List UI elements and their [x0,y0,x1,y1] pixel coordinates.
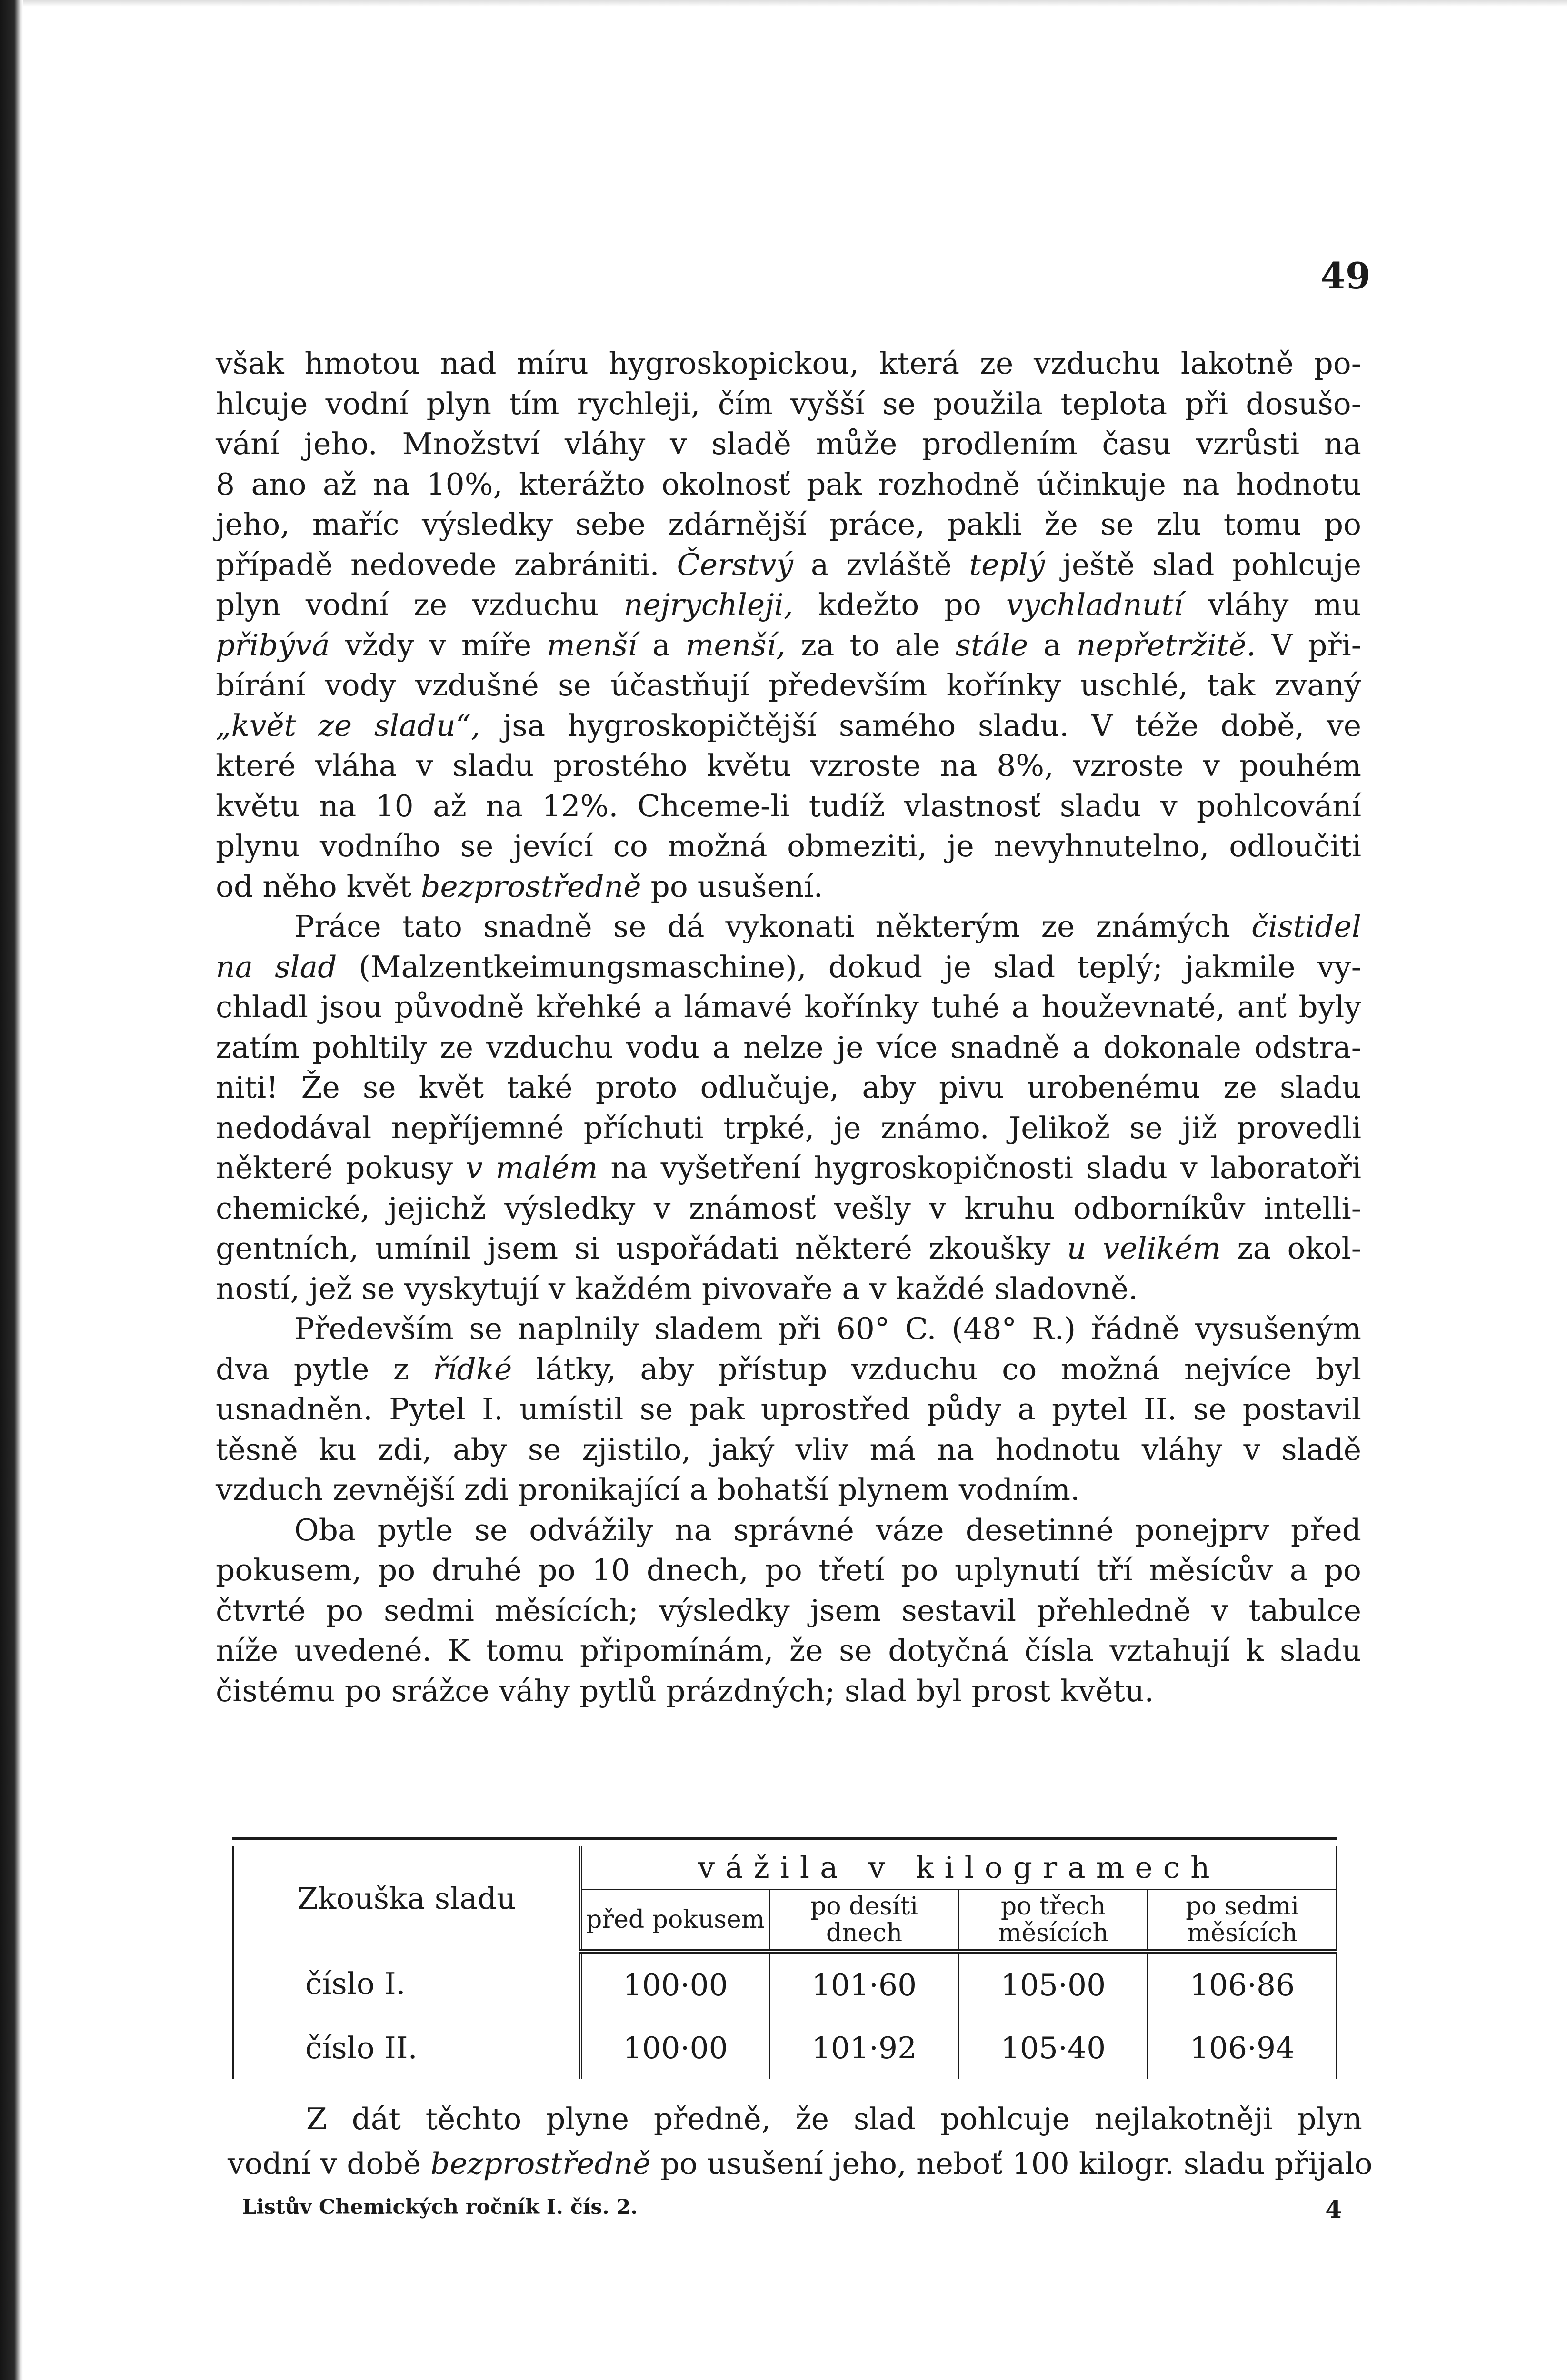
text-line: zatím pohltily ze vzduchu vodu a nelze je více snadně a dokonale odstra- [216,1030,1361,1065]
page-number: 49 [1320,255,1371,297]
text-line: chladl jsou původně křehké a lámavé kořínky tuhé a houževnaté, anť byly [216,990,1361,1024]
table-cell: 101·60 [770,1952,959,2017]
weight-table [232,1846,1337,2079]
text-line: plynu vodního se jevící co možná obmeziti, je nevyhnutelno, odloučiti [216,829,1361,863]
text-line: níže uvedené. K tomu připomínám, že se dotyčná čísla vztahují k sladu [216,1633,1361,1668]
text-line: čistému po srážce váhy pytlů prázdných; slad byl prost květu. [216,1673,1154,1708]
footer-signature-mark: 4 [1325,2195,1342,2223]
text-line: niti! Že se květ také proto odlučuje, aby pivu urobenému ze sladu [216,1070,1361,1105]
column-header: po sedmi měsících [1148,1890,1337,1952]
text-line: těsně ku zdi, aby se zjistilo, jaký vliv má na hodnotu vláhy v sladě [216,1432,1361,1467]
text-line: jeho, maříc výsledky sebe zdárnější práce, pakli že se zlu tomu po [216,507,1361,542]
table-cell: 105·40 [959,2016,1148,2079]
text-line: plyn vodní ze vzduchu nejrychleji, kdežto po vychladnutí vláhy mu [216,587,1361,622]
body-text [216,344,1361,1711]
text-line: vání jeho. Množství vláhy v sladě může prodlením času vzrůsti na [216,426,1361,461]
text-line: 8 ano až na 10%, kterážto okolnosť pak rozhodně účinkuje na hodnotu [216,466,1361,502]
text-line: čtvrté po sedmi měsících; výsledky jsem sestavil přehledně v tabulce [216,1593,1361,1628]
table-group-header: vážila v kilogramech [581,1846,1337,1890]
row-label: číslo II. [233,2016,581,2079]
text-line: chemické, jejichž výsledky v známosť vešly v kruhu odborníkův intelli- [216,1190,1361,1226]
text-line: Práce tato snadně se dá vykonati některým ze známých čistidel [294,909,1361,944]
column-header: před pokusem [581,1890,770,1952]
text-line: některé pokusy v malém na vyšetření hygroskopičnosti sladu v laboratoři [216,1150,1362,1185]
text-line: Především se naplnily sladem při 60° C. (48° R.) řádně vysušeným [294,1311,1361,1346]
text-line: vodní v době bezprostředně po usušení jeho, neboť 100 kilogr. sladu přijalo [228,2146,1373,2181]
footer-journal: Listův Chemických ročník I. čís. 2. [242,2195,638,2219]
column-header: po desíti dnech [770,1890,959,1952]
text-line: které vláha v sladu prostého květu vzroste na 8%, vzroste v pouhém [216,748,1361,783]
table-top-rule [232,1837,1337,1840]
column-header: po třech měsících [959,1890,1148,1952]
text-line: „květ ze sladu“, jsa hygroskopičtější samého sladu. V téže době, ve [216,708,1361,743]
text-line: od něho květ bezprostředně po usušení. [216,869,823,904]
text-line: však hmotou nad míru hygroskopickou, která ze vzduchu lakotně po- [216,346,1361,381]
table-row [233,2016,1337,2079]
table-row [233,1952,1337,2017]
text-line: Oba pytle se odvážily na správné váze desetinné ponejprv před [294,1512,1361,1547]
text-line: dva pytle z řídké látky, aby přístup vzduchu co možná nejvíce byl [216,1351,1361,1387]
table-cell: 106·86 [1148,1952,1337,2017]
text-line: pokusem, po druhé po 10 dnech, po třetí po uplynutí tří měsícův a po [216,1553,1361,1587]
text-line: květu na 10 až na 12%. Chceme-li tudíž vlastnosť sladu v pohlcování [216,788,1361,823]
text-line: hlcuje vodní plyn tím rychleji, čím vyšší se použila teplota při dosušo- [216,386,1361,421]
table-cell: 100·00 [581,1952,770,2017]
text-line: nedodával nepříjemné příchuti trpké, je známo. Jelikož se již provedli [216,1110,1361,1145]
text-line: bírání vody vzdušné se účastňují především kořínky uschlé, tak zvaný [216,668,1361,703]
table-cell: 100·00 [581,2016,770,2079]
text-line: usnadněn. Pytel I. umístil se pak uprostřed půdy a pytel II. se postavil [216,1392,1361,1427]
document-page [23,0,1567,2380]
page-edge-shadow [0,0,23,2380]
table-cell: 101·92 [770,2016,959,2079]
table-cell: 106·94 [1148,2016,1337,2079]
text-line: na slad (Malzentkeimungsmaschine), dokud je slad teplý; jakmile vy- [216,949,1361,984]
row-label: číslo I. [233,1952,581,2017]
closing-text [228,2097,1373,2186]
text-line: ností, jež se vyskytují v každém pivovaře a v každé sladovně. [216,1271,1138,1306]
text-line: Z dát těchto plyne předně, že slad pohlcuje nejlakotněji plyn [306,2102,1362,2136]
text-line: případě nedovede zabrániti. Čerstvý a zvláště teplý ještě slad pohlcuje [216,547,1362,582]
weight-table-wrapper [232,1837,1337,2079]
text-line: gentních, umínil jsem si uspořádati některé zkoušky u velikém za okol- [216,1231,1361,1266]
text-line: přibývá vždy v míře menší a menší, za to ale stále a nepřetržitě. V při- [216,627,1362,663]
text-line: vzduch zevnější zdi pronikající a bohatší plynem vodním. [216,1472,1080,1507]
table-cell: 105·00 [959,1952,1148,2017]
table-row-header: Zkouška sladu [233,1846,581,1952]
